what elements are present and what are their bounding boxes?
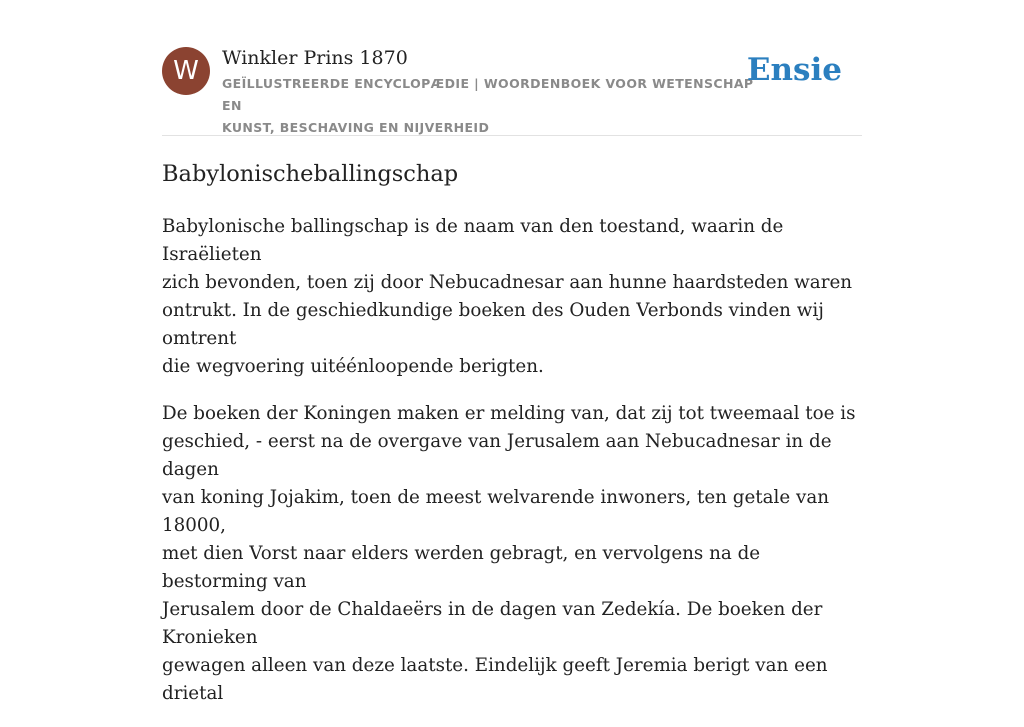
article-paragraph-1: Babylonische ballingschap is de naam van den toestand, waarin de Israëlieten zich bevonden, toen zij door Nebucadnesar aan hunne haardsteden waren ontrukt. In de geschiedkundige boeken des Ouden Verbonds vinden wij omtrent die wegvoering uitéénloopende berigten. — [162, 216, 853, 377]
article-paragraph-2: De boeken der Koningen maken er melding van, dat zij tot tweemaal toe is geschied, - eerst na de overgave van Jerusalem aan Nebucadnesar in de dagen van koning Jojakim, toen de meest welvarende inwoners, ten getale van 18000, met dien Vorst naar elders werden gebragt, en vervolgens na de bestorming van Jerusalem door de Chaldaeërs in de dagen van Zedekía. De boeken der Kronieken gewagen alleen van deze laatste. Eindelijk geeft Jeremia berigt van een drietal — [162, 403, 856, 704]
source-header — [162, 46, 862, 135]
source-info — [222, 46, 762, 139]
article — [162, 156, 868, 727]
source-subtitle: GEÏLLUSTREERDE ENCYCLOPÆDIE | WOORDENBOEK VOOR WETENSCHAP EN KUNST, BESCHAVING EN NIJVERHEID — [222, 76, 754, 135]
source-title[interactable]: Winkler Prins 1870 — [222, 47, 408, 69]
brand-logo[interactable]: Ensie — [746, 52, 842, 88]
article-title: Babylonischeballingschap — [162, 161, 459, 187]
source-avatar[interactable]: W — [162, 47, 210, 95]
header-divider — [162, 135, 862, 136]
